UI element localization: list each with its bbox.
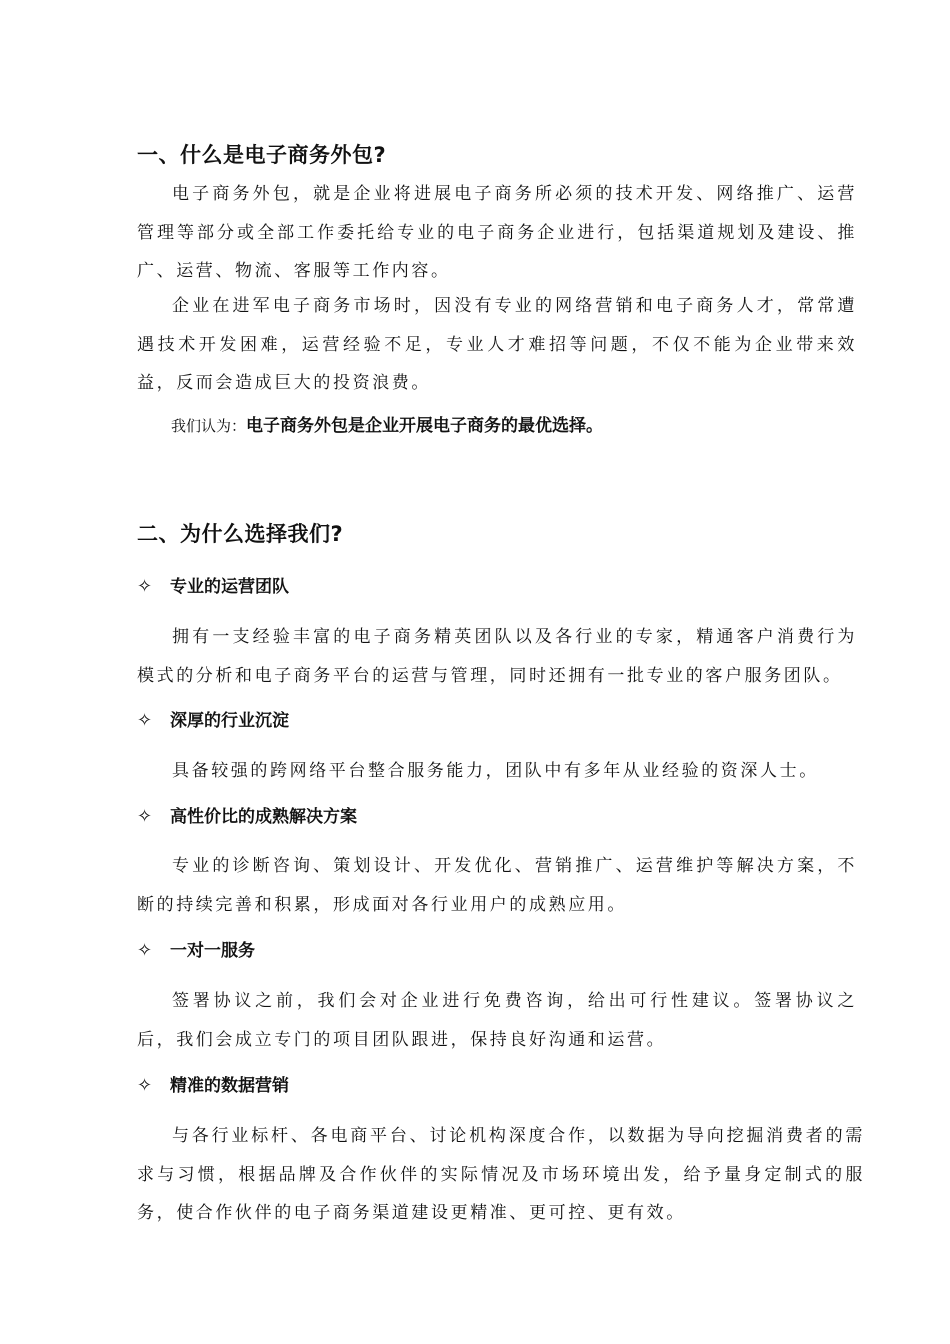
subheading-label: 高性价比的成熟解决方案 [170, 807, 357, 827]
conclusion-emphasis: 电子商务外包是企业开展电子商务的最优选择。 [246, 416, 604, 436]
paragraph-cost-effective-solutions: 专业的诊断咨询、策划设计、开发优化、营销推广、运营维护等解决方案，不断的持续完善和积累，形成面对各行业用户的成熟应用。 [137, 856, 857, 915]
paragraph-professional-team: 拥有一支经验丰富的电子商务精英团队以及各行业的专家，精通客户消费行为模式的分析和电子商务平台的运营与管理，同时还拥有一批专业的客户服务团队。 [137, 627, 857, 686]
subheading-one-to-one-service [137, 939, 255, 963]
subheading-label: 一对一服务 [170, 941, 255, 961]
diamond-bullet-icon: ✧ [137, 1075, 153, 1096]
paragraph-industry-experience: 具备较强的跨网络平台整合服务能力，团队中有多年从业经验的资深人士。 [172, 761, 819, 781]
subheading-label: 专业的运营团队 [170, 577, 289, 597]
section-1-paragraph-1: 电子商务外包，就是企业将进展电子商务所必须的技术开发、网络推广、运营管理等部分或全部工作委托给专业的电子商务企业进行，包括渠道规划及建设、推广、运营、物流、客服等工作内容。 [137, 184, 857, 281]
subheading-professional-team [137, 575, 289, 599]
diamond-bullet-icon: ✧ [137, 576, 153, 597]
subheading-industry-experience [137, 709, 289, 733]
section-2-title: 二、为什么选择我们? [137, 522, 344, 546]
paragraph-precise-data-marketing: 与各行业标杆、各电商平台、讨论机构深度合作，以数据为导向挖掘消费者的需求与习惯，根据品牌及合作伙伴的实际情况及市场环境出发，给予量身定制式的服务，使合作伙伴的电子商务渠道建设更精准、更可控、更有效。 [137, 1126, 865, 1223]
section-1-paragraph-2: 企业在进军电子商务市场时，因没有专业的网络营销和电子商务人才，常常遭遇技术开发困难，运营经验不足，专业人才难招等问题，不仅不能为企业带来效益，反而会造成巨大的投资浪费。 [137, 296, 857, 393]
subheading-label: 精准的数据营销 [170, 1076, 289, 1096]
diamond-bullet-icon: ✧ [137, 940, 153, 961]
subheading-precise-data-marketing [137, 1074, 289, 1098]
diamond-bullet-icon: ✧ [137, 710, 153, 731]
subheading-label: 深厚的行业沉淀 [170, 711, 289, 731]
diamond-bullet-icon: ✧ [137, 806, 153, 827]
conclusion-prefix: 我们认为： [171, 417, 247, 435]
subheading-cost-effective-solutions [137, 805, 357, 829]
paragraph-one-to-one-service: 签署协议之前，我们会对企业进行免费咨询，给出可行性建议。签署协议之后，我们会成立专门的项目团队跟进，保持良好沟通和运营。 [137, 991, 857, 1050]
section-1-title: 一、什么是电子商务外包? [137, 143, 387, 167]
section-1-conclusion [171, 412, 603, 440]
